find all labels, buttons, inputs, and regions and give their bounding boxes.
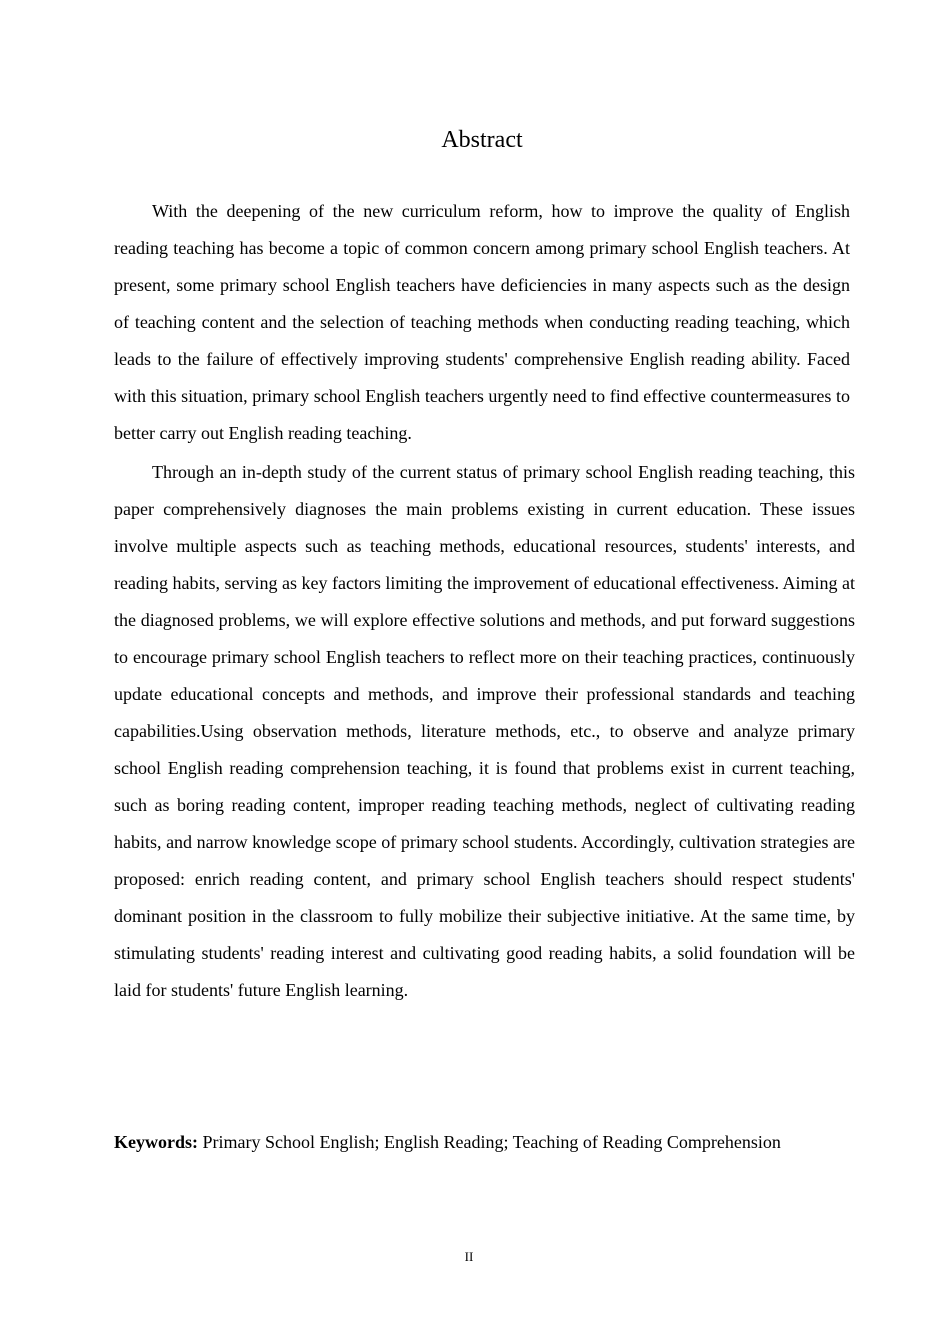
abstract-paragraph-2: Through an in-depth study of the current status of primary school English reading teaching, this paper comprehensively diagnoses the main problems existing in current education. These issues involve multiple aspects such as teaching methods, educational resources, students' interests, and reading habits, serving as key factors limiting the improvement of educational effectiveness. Aiming at the diagnosed problems, we will explore effective solutions and methods, and put forward suggestions to encourage primary school English teachers to reflect more on their teaching practices, continuously update educational concepts and methods, and improve their professional standards and teaching capabilities.Using observation methods, literature methods, etc., to observe and analyze primary school English reading comprehension teaching, it is found that problems exist in current teaching, such as boring reading content, improper reading teaching methods, neglect of cultivating reading habits, and narrow knowledge scope of primary school students. Accordingly, cultivation strategies are proposed: enrich reading content, and primary school English teachers should respect students' dominant position in the classroom to fully mobilize their subjective initiative. At the same time, by stimulating students' reading interest and cultivating good reading habits, a solid foundation will be laid for students' future English learning.: [114, 462, 855, 1000]
keywords-line: [114, 1126, 874, 1158]
abstract-paragraph-1: With the deepening of the new curriculum reform, how to improve the quality of English reading teaching has become a topic of common concern among primary school English teachers. At present, some primary school English teachers have deficiencies in many aspects such as the design of teaching content and the selection of teaching methods when conducting reading teaching, which leads to the failure of effectively improving students' comprehensive English reading ability. Faced with this situation, primary school English teachers urgently need to find effective countermeasures to better carry out English reading teaching.: [114, 201, 850, 443]
page-number: II: [464, 1249, 474, 1264]
keywords-text: Primary School English; English Reading; Teaching of Reading Comprehension: [202, 1132, 781, 1152]
abstract-body: [114, 193, 855, 1009]
keywords-label: Keywords:: [114, 1132, 198, 1152]
page-title: Abstract: [441, 127, 523, 153]
